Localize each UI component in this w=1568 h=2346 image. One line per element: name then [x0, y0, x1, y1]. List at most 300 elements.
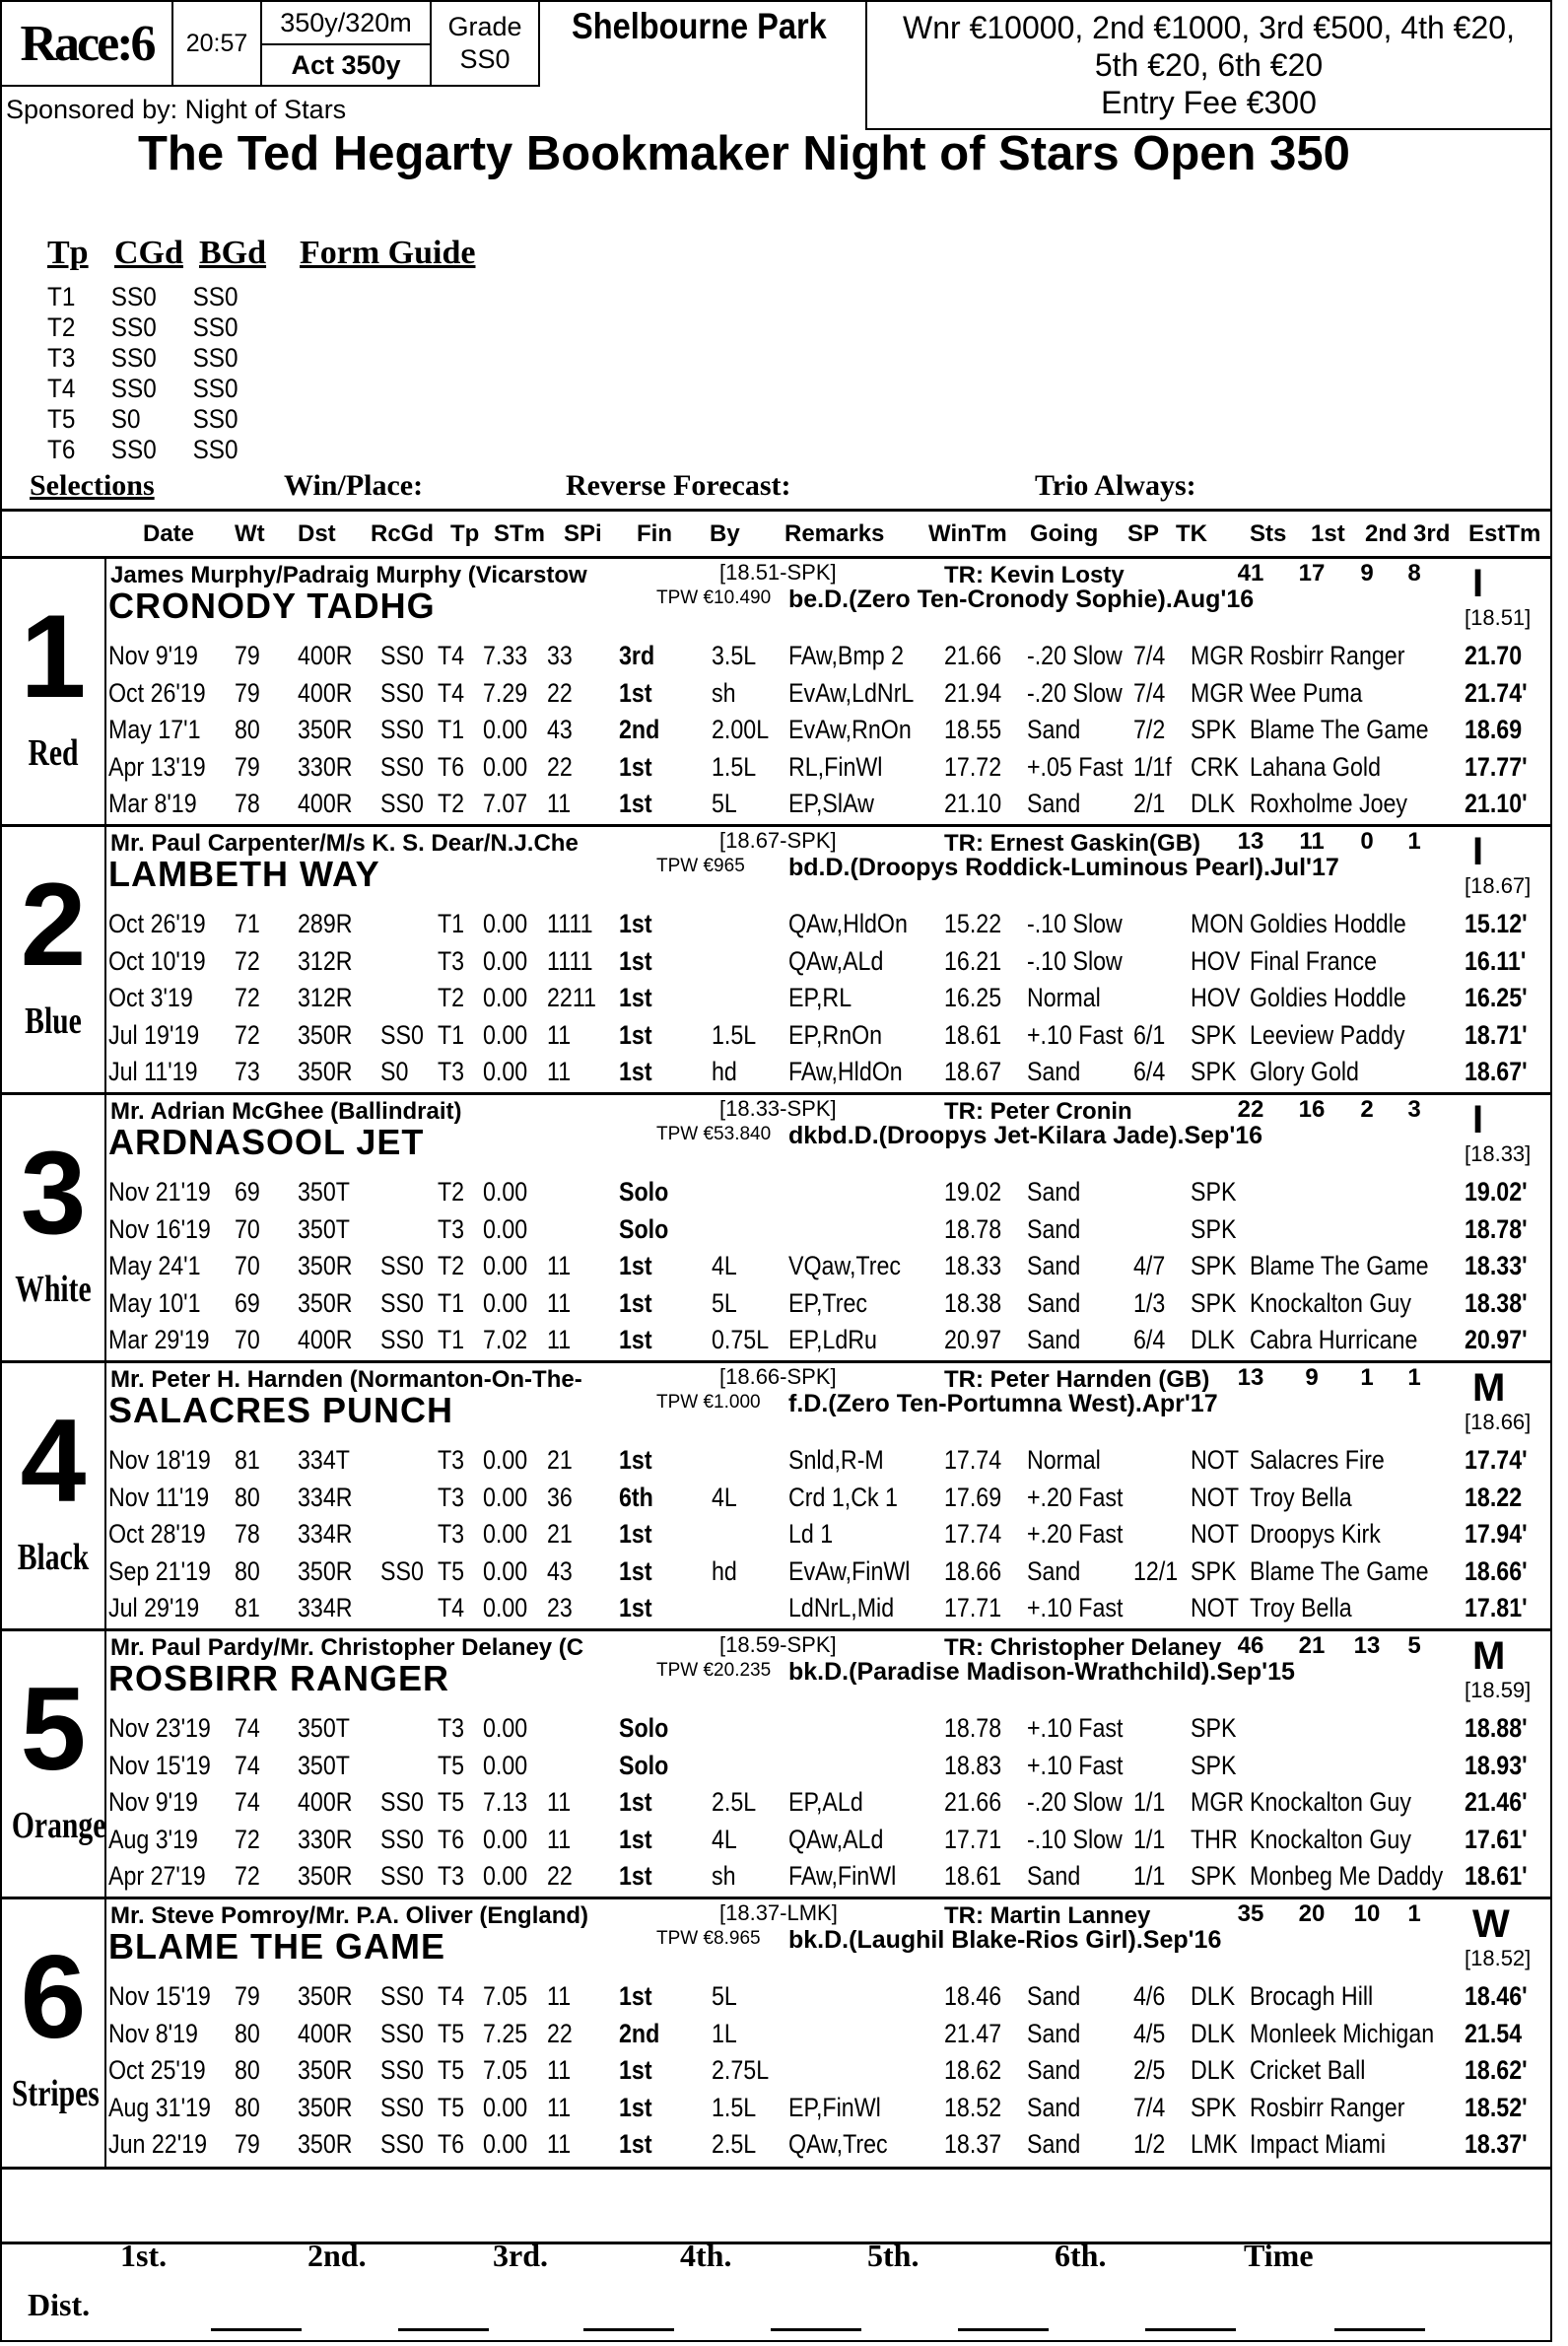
form-cell: 400R — [298, 641, 353, 670]
form-cell: Sand — [1027, 1981, 1081, 2011]
form-cell: 71 — [235, 909, 260, 938]
form-cell: 17.71 — [944, 1593, 1002, 1623]
form-cell: Oct 26'19 — [108, 909, 206, 938]
form-cell: Solo — [619, 1713, 669, 1743]
race-time: 20:57 — [171, 0, 262, 87]
bracket-best: [18.67] — [1465, 873, 1532, 898]
form-row — [108, 674, 1547, 711]
form-cell: Sand — [1027, 1057, 1081, 1087]
form-cell: 1st — [619, 1519, 652, 1550]
form-cell: 43 — [547, 1555, 573, 1586]
grade-row — [47, 282, 239, 312]
form-cell: Troy Bella — [1250, 1593, 1352, 1623]
form-cell: Nov 21'19 — [108, 1177, 211, 1207]
result-p4-label: 4th. — [680, 2238, 732, 2273]
form-cell: SPK — [1191, 1287, 1237, 1318]
form-cell: 1st — [619, 1325, 652, 1355]
form-cell: Sand — [1027, 789, 1081, 819]
form-cell: 22 — [547, 1861, 573, 1892]
grade-trap: T6 — [47, 435, 76, 464]
form-cell: T4 — [438, 641, 465, 670]
form-cell: -.20 Slow — [1027, 641, 1123, 670]
grade-label: Grade — [447, 12, 522, 41]
form-cell: Nov 8'19 — [108, 2018, 198, 2048]
form-cell: T2 — [438, 983, 465, 1013]
form-cell: Rosbirr Ranger — [1250, 2092, 1405, 2122]
form-cell: 1.5L — [712, 2092, 757, 2122]
form-cell: +.20 Fast — [1027, 1519, 1124, 1550]
trainer: TR: Kevin Losty — [944, 562, 1125, 588]
form-cell: hd — [712, 1555, 737, 1586]
form-cell: 79 — [235, 677, 260, 708]
form-cell: T3 — [438, 1861, 465, 1892]
form-cell: -.10 Slow — [1027, 945, 1123, 976]
form-cell: SS0 — [380, 2055, 424, 2086]
track-name: Shelbourne Park — [572, 6, 827, 46]
form-row — [108, 1479, 1547, 1515]
form-cell: 4/6 — [1133, 1981, 1166, 2011]
form-row — [108, 942, 1547, 979]
form-cell: 7.25 — [483, 2018, 528, 2048]
form-cell: DLK — [1191, 789, 1236, 819]
form-cell: 334R — [298, 1519, 353, 1550]
form-row — [108, 785, 1547, 821]
form-cell: 0.00 — [483, 1213, 528, 1244]
form-row — [108, 1210, 1547, 1247]
form-cell: 11 — [547, 2129, 572, 2160]
form-cell: SPK — [1191, 1213, 1237, 1244]
result-p5-line — [958, 2328, 1049, 2331]
form-cell: SPK — [1191, 1555, 1237, 1586]
race-distance: 350y/320m — [260, 0, 432, 45]
form-cell: 312R — [298, 983, 353, 1013]
form-cell: 18.71' — [1465, 1019, 1528, 1050]
trap-box — [0, 1898, 106, 2167]
grade-bgd: SS0 — [192, 404, 239, 434]
seconds: 10 — [1353, 1900, 1381, 1927]
form-cell: MGR — [1191, 641, 1245, 670]
trap-col-header: Tp — [47, 235, 89, 271]
entry-fee: Entry Fee €300 — [1101, 85, 1317, 120]
form-cell: 18.66' — [1465, 1555, 1528, 1586]
form-cell: SS0 — [380, 751, 424, 782]
form-cell: sh — [712, 1861, 736, 1892]
form-cell: 18.61' — [1465, 1861, 1528, 1892]
column-header: Fin — [637, 520, 672, 547]
form-cell: 350R — [298, 1057, 353, 1087]
form-cell: 18.33 — [944, 1251, 1002, 1281]
win-place-label: Win/Place: — [284, 469, 424, 502]
form-cell: 81 — [235, 1593, 260, 1623]
reverse-forecast-label: Reverse Forecast: — [566, 469, 791, 502]
form-cell: 1111 — [547, 945, 593, 976]
form-cell: 5L — [712, 789, 737, 819]
form-cell: QAw,Trec — [788, 2129, 888, 2160]
result-p6-label: 6th. — [1055, 2238, 1107, 2273]
form-cell: 16.11' — [1465, 945, 1527, 976]
form-cell: 0.00 — [483, 1287, 528, 1318]
form-cell: 11 — [547, 1325, 572, 1355]
form-cell: EP,ALd — [788, 1787, 863, 1818]
form-cell: 18.88' — [1465, 1713, 1528, 1743]
form-cell: 18.83 — [944, 1750, 1002, 1780]
form-row — [108, 1441, 1547, 1478]
form-cell: 18.46' — [1465, 1981, 1528, 2011]
trap-box — [0, 826, 106, 1094]
form-cell: 0.00 — [483, 1482, 528, 1512]
breeding: f.D.(Zero Ten-Portumna West).Apr'17 — [788, 1390, 1218, 1417]
form-cell: +.20 Fast — [1027, 1482, 1124, 1512]
form-cell: 18.93' — [1465, 1750, 1528, 1780]
prize-winnings: TPW €10.490 — [656, 587, 772, 608]
form-cell: +.10 Fast — [1027, 1593, 1124, 1623]
form-cell: 70 — [235, 1251, 260, 1281]
form-cell: 0.00 — [483, 1519, 528, 1550]
form-cell: 20.97' — [1465, 1325, 1528, 1355]
result-p2-label: 2nd. — [307, 2238, 367, 2273]
form-cell: Salacres Fire — [1250, 1445, 1385, 1475]
form-row — [108, 2089, 1547, 2125]
race-grade — [430, 0, 540, 87]
starts: 22 — [1237, 1096, 1264, 1123]
form-cell: T2 — [438, 789, 465, 819]
form-cell: EP,Trec — [788, 1287, 868, 1318]
form-cell: 1st — [619, 1057, 652, 1087]
form-cell: 70 — [235, 1325, 260, 1355]
form-cell: 1st — [619, 983, 652, 1013]
best-time: [18.33-SPK] — [719, 1096, 837, 1121]
runner-grade: M — [1472, 1366, 1506, 1410]
bracket-best: [18.51] — [1465, 605, 1532, 630]
breeding: dkbd.D.(Droopys Jet-Kilara Jade).Sep'16 — [788, 1122, 1263, 1149]
form-cell: 79 — [235, 641, 260, 670]
runner-block — [0, 1094, 1552, 1362]
form-cell: 0.00 — [483, 751, 528, 782]
runner-block — [0, 558, 1552, 826]
form-cell: 43 — [547, 715, 573, 745]
form-cell: MGR — [1191, 677, 1245, 708]
form-cell: 11 — [547, 1019, 572, 1050]
form-row — [108, 1321, 1547, 1357]
form-cell: 11 — [547, 1057, 572, 1087]
form-cell: 12/1 — [1133, 1555, 1179, 1586]
grade-trap: T4 — [47, 374, 76, 403]
form-cell: 1/3 — [1133, 1287, 1166, 1318]
form-cell: Monleek Michigan — [1250, 2018, 1435, 2048]
column-header: SP — [1127, 520, 1160, 547]
form-cell: SPK — [1191, 1019, 1237, 1050]
form-cell: DLK — [1191, 2018, 1236, 2048]
form-row — [108, 1589, 1547, 1625]
form-cell: 69 — [235, 1177, 260, 1207]
column-header: EstTm — [1468, 520, 1541, 547]
form-cell: 15.12' — [1465, 909, 1528, 938]
form-cell: T1 — [438, 1325, 465, 1355]
grade-cgd: SS0 — [110, 282, 157, 311]
form-cell: 350R — [298, 1287, 353, 1318]
form-cell: 400R — [298, 2018, 353, 2048]
form-cell: 17.94' — [1465, 1519, 1528, 1550]
form-cell: 18.78' — [1465, 1213, 1528, 1244]
trap-colour: Black — [17, 1537, 90, 1578]
form-cell: 0.00 — [483, 1019, 528, 1050]
column-header: 1st — [1311, 520, 1345, 547]
form-cell: EvAw,RnOn — [788, 715, 912, 745]
form-cell: T2 — [438, 1177, 465, 1207]
form-cell: 0.00 — [483, 1445, 528, 1475]
form-cell: 2.5L — [712, 1787, 757, 1818]
form-cell: Lahana Gold — [1250, 751, 1381, 782]
form-cell: Normal — [1027, 983, 1101, 1013]
grade-row — [47, 374, 239, 404]
form-cell: 1st — [619, 1593, 652, 1623]
form-cell: 18.52 — [944, 2092, 1002, 2122]
form-cell: Crd 1,Ck 1 — [788, 1482, 898, 1512]
form-cell: 2211 — [547, 983, 596, 1013]
form-cell: T6 — [438, 2129, 465, 2160]
form-cell: 1st — [619, 2055, 652, 2086]
form-cell: Nov 18'19 — [108, 1445, 211, 1475]
owner: Mr. Paul Carpenter/M/s K. S. Dear/N.J.Che — [110, 830, 579, 857]
form-cell: 400R — [298, 789, 353, 819]
form-cell: 1st — [619, 2092, 652, 2122]
form-cell: 0.00 — [483, 945, 528, 976]
form-row — [108, 1857, 1547, 1894]
breeding: be.D.(Zero Ten-Cronody Sophie).Aug'16 — [788, 586, 1255, 613]
owner: Mr. Adrian McGhee (Ballindrait) — [110, 1098, 462, 1125]
form-cell: T5 — [438, 1555, 465, 1586]
form-row — [108, 1709, 1547, 1746]
form-cell: 6/4 — [1133, 1325, 1166, 1355]
thirds: 1 — [1407, 1900, 1421, 1927]
form-row — [108, 1247, 1547, 1283]
form-cell: 18.62' — [1465, 2055, 1528, 2086]
trap-number: 6 — [20, 1931, 87, 2063]
form-cell: 33 — [547, 641, 573, 670]
form-cell: SS0 — [380, 1981, 424, 2011]
form-cell: 400R — [298, 677, 353, 708]
runner-block — [0, 1630, 1552, 1898]
grade-trap: T3 — [47, 343, 76, 373]
thirds: 1 — [1407, 828, 1421, 855]
column-header: Going — [1030, 520, 1099, 547]
form-cell: Nov 15'19 — [108, 1981, 211, 2011]
form-cell: Oct 10'19 — [108, 945, 206, 976]
grade-trap: T5 — [47, 404, 76, 434]
thirds: 5 — [1407, 1632, 1421, 1659]
form-cell: T1 — [438, 1019, 465, 1050]
form-cell: +.10 Fast — [1027, 1019, 1124, 1050]
form-cell: May 24'1 — [108, 1251, 201, 1281]
form-cell: 7.05 — [483, 1981, 528, 2011]
form-cell: Final France — [1250, 945, 1378, 976]
form-cell: T1 — [438, 715, 465, 745]
form-cell: 11 — [547, 2055, 572, 2086]
form-cell: Roxholme Joey — [1250, 789, 1408, 819]
form-cell: 72 — [235, 1861, 260, 1892]
prize-winnings: TPW €8.965 — [656, 1928, 761, 1949]
form-cell: Sand — [1027, 1287, 1081, 1318]
form-cell: Nov 9'19 — [108, 641, 198, 670]
trap-colour: Blue — [25, 1000, 82, 1042]
form-cell: 21.74' — [1465, 677, 1528, 708]
form-cell: CRK — [1191, 751, 1240, 782]
form-cell: 18.78 — [944, 1213, 1002, 1244]
form-cell: Brocagh Hill — [1250, 1981, 1374, 2011]
form-cell: Goldies Hoddle — [1250, 983, 1406, 1013]
form-cell: 350T — [298, 1713, 350, 1743]
form-cell: Aug 31'19 — [108, 2092, 211, 2122]
form-cell: 11 — [547, 1824, 572, 1854]
form-cell: T3 — [438, 1482, 465, 1512]
form-row — [108, 748, 1547, 785]
column-header: By — [710, 520, 740, 547]
form-row — [108, 2015, 1547, 2051]
form-row — [108, 1821, 1547, 1857]
form-cell: T5 — [438, 2092, 465, 2122]
form-cell: 1st — [619, 751, 652, 782]
form-cell: 1st — [619, 1555, 652, 1586]
result-p2-line — [398, 2328, 489, 2331]
form-cell: 21 — [547, 1445, 573, 1475]
form-cell: 0.00 — [483, 1177, 528, 1207]
form-row — [108, 1016, 1547, 1053]
form-cell: 19.02 — [944, 1177, 1002, 1207]
runner-grade: W — [1472, 1902, 1510, 1946]
form-cell: T5 — [438, 2055, 465, 2086]
form-cell: Droopys Kirk — [1250, 1519, 1381, 1550]
form-cell: T1 — [438, 1287, 465, 1318]
form-cell: T4 — [438, 1593, 465, 1623]
form-cell: Blame The Game — [1250, 1251, 1429, 1281]
column-header: Wt — [235, 520, 265, 547]
form-cell: 1.5L — [712, 1019, 757, 1050]
form-cell: 334R — [298, 1482, 353, 1512]
form-row — [108, 2125, 1547, 2162]
form-cell: 1st — [619, 1981, 652, 2011]
column-header: WinTm — [928, 520, 1007, 547]
wins: 20 — [1298, 1900, 1326, 1927]
form-cell: Oct 3'19 — [108, 983, 193, 1013]
trap-colour: Orange — [11, 1805, 106, 1846]
form-cell: 1st — [619, 1445, 652, 1475]
wins: 21 — [1298, 1632, 1326, 1659]
grade-trap: T2 — [47, 312, 76, 342]
seconds: 0 — [1360, 828, 1374, 855]
grade-row — [47, 404, 239, 435]
form-cell: Apr 13'19 — [108, 751, 206, 782]
form-cell: 80 — [235, 1482, 260, 1512]
form-cell: Solo — [619, 1177, 669, 1207]
form-cell: Nov 23'19 — [108, 1713, 211, 1743]
form-cell: 4/5 — [1133, 2018, 1166, 2048]
form-cell: -.20 Slow — [1027, 1787, 1123, 1818]
form-cell: SS0 — [380, 789, 424, 819]
wins: 16 — [1298, 1096, 1326, 1123]
form-cell: 350R — [298, 2055, 353, 2086]
bgd-col-header: BGd — [199, 235, 267, 271]
form-cell: SS0 — [380, 715, 424, 745]
best-time: [18.37-LMK] — [719, 1900, 838, 1925]
best-time: [18.66-SPK] — [719, 1364, 837, 1389]
form-cell: 350R — [298, 1861, 353, 1892]
form-cell: 289R — [298, 909, 353, 938]
form-row — [108, 1783, 1547, 1820]
form-cell: EP,RnOn — [788, 1019, 883, 1050]
form-cell: Oct 26'19 — [108, 677, 206, 708]
divider — [0, 2242, 1552, 2244]
form-cell: 72 — [235, 1019, 260, 1050]
form-cell: T3 — [438, 1057, 465, 1087]
trap-number: 3 — [20, 1127, 87, 1259]
form-cell: 0.00 — [483, 1861, 528, 1892]
trap-number: 4 — [20, 1395, 87, 1527]
thirds: 1 — [1407, 1364, 1421, 1391]
form-cell: May 10'1 — [108, 1287, 201, 1318]
form-cell: 7.07 — [483, 789, 528, 819]
form-cell: 1st — [619, 1861, 652, 1892]
seconds: 1 — [1360, 1364, 1374, 1391]
form-cell: Leeview Paddy — [1250, 1019, 1405, 1050]
form-cell: 1st — [619, 1251, 652, 1281]
form-cell: 0.00 — [483, 715, 528, 745]
form-row — [108, 637, 1547, 673]
form-cell: Blame The Game — [1250, 1555, 1429, 1586]
form-cell: Nov 9'19 — [108, 1787, 198, 1818]
form-cell: 11 — [547, 1251, 572, 1281]
seconds: 9 — [1360, 560, 1374, 586]
form-cell: 18.67' — [1465, 1057, 1528, 1087]
form-cell: Solo — [619, 1213, 669, 1244]
form-cell: DLK — [1191, 1325, 1236, 1355]
form-cell: 21.47 — [944, 2018, 1002, 2048]
trainer: TR: Martin Lanney — [944, 1902, 1151, 1929]
form-cell: SS0 — [380, 641, 424, 670]
form-cell: 1/2 — [1133, 2129, 1166, 2160]
form-cell: EvAw,LdNrL — [788, 677, 915, 708]
form-cell: 21 — [547, 1519, 573, 1550]
column-header: Sts — [1250, 520, 1287, 547]
form-cell: 0.00 — [483, 1713, 528, 1743]
form-cell: QAw,HldOn — [788, 909, 908, 938]
form-cell: 0.00 — [483, 1824, 528, 1854]
best-time: [18.51-SPK] — [719, 560, 837, 585]
form-cell: 79 — [235, 2129, 260, 2160]
form-cell: Sand — [1027, 1177, 1081, 1207]
form-cell: Oct 25'19 — [108, 2055, 206, 2086]
dog-name: BLAME THE GAME — [108, 1926, 445, 1966]
form-cell: 7.13 — [483, 1787, 528, 1818]
form-cell: FAw,FinWl — [788, 1861, 897, 1892]
form-cell: 350R — [298, 715, 353, 745]
grade-row — [47, 312, 239, 343]
form-cell: DLK — [1191, 2055, 1236, 2086]
form-cell: +.10 Fast — [1027, 1713, 1124, 1743]
form-row — [108, 1552, 1547, 1589]
bracket-best: [18.66] — [1465, 1410, 1532, 1434]
form-cell: T6 — [438, 1824, 465, 1854]
form-cell: SPK — [1191, 2092, 1237, 2122]
form-cell: 1.5L — [712, 751, 757, 782]
form-cell: SS0 — [380, 1251, 424, 1281]
grade-trap: T1 — [47, 282, 76, 311]
form-cell: 72 — [235, 945, 260, 976]
form-cell: 0.00 — [483, 1555, 528, 1586]
seconds: 2 — [1360, 1096, 1374, 1123]
form-cell: 1st — [619, 1287, 652, 1318]
form-cell: 19.02' — [1465, 1177, 1528, 1207]
form-cell: 350T — [298, 1177, 350, 1207]
